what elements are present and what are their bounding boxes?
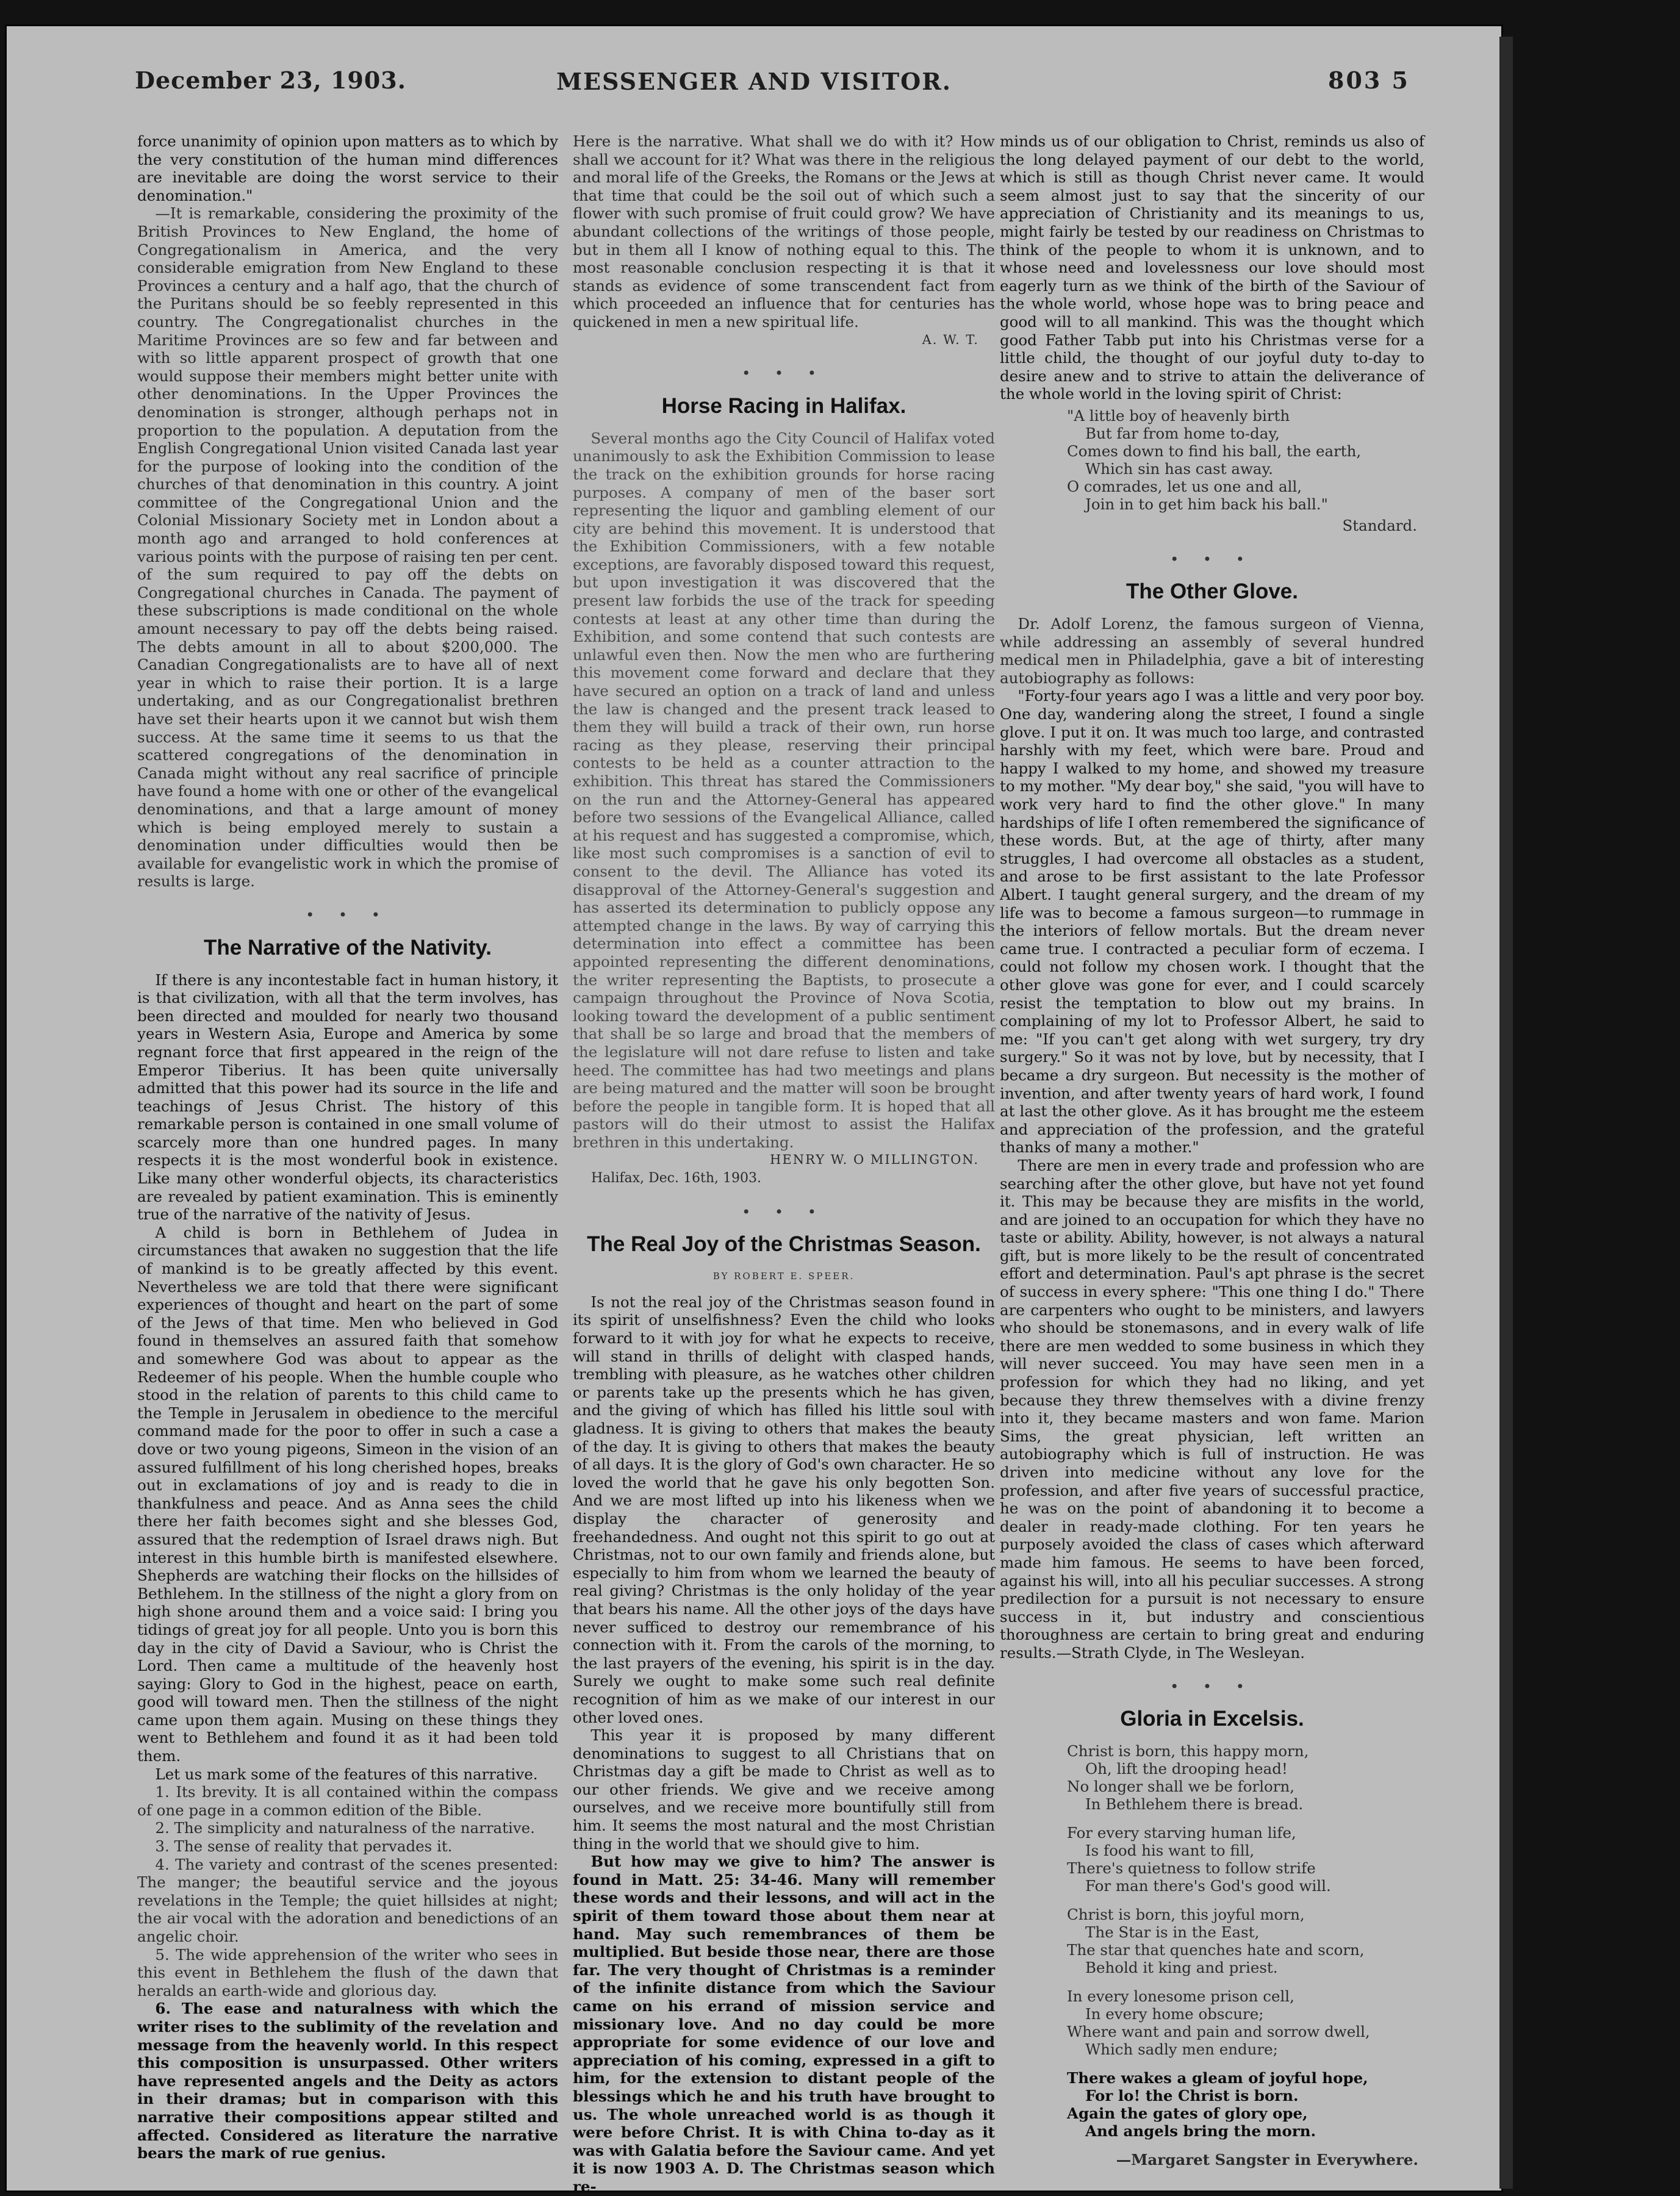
paragraph: There are men in every trade and profession who are searching after the other glove, but have not yet found it. This may be because they are misfits in the world, and are joined to an occupation for which they have no taste or ability. Ability, however, is not always a natural gift, but is more likely to be the result of concentrated effort and determination. Paul's apt phrase is the secret of success in every sphere: "This one thing I do." There are carpenters who ought to be ministers, and lawyers who should be stonemasons, and in every walk of life there are men wedded to some business in which they will never succeed. You may have seen men in a profession for which they had no liking, and yet because they threw themselves with a divine frenzy into it, they became masters and won fame. Marion Sims, the great physician, left written an autobiography which is full of instruction. He was driven into medicine without any love for the profession, and after five years of successful practice, he was on the point of abandoning it to become a dealer in ready-made clothing. For ten years he purposely avoided the class of cases which afterward made him famous. He seems to have been forced, against his will, into all his peculiar successes. A strong predilection for a pursuit is not necessary to ensure success in it, but industry and conscientious thoroughness are certain to bring great and enduring results.—Strath Clyde, in The Wesleyan. [1000,1156,1424,1662]
poem-line: For lo! the Christ is born. [1085,2087,1299,2105]
poem-line: Behold it king and priest. [1085,1959,1278,1977]
column-right [1000,132,1424,2169]
newspaper-page [5,24,1503,2195]
verse-quote [1067,407,1424,513]
poem-line: No longer shall we be forlorn, [1067,1778,1295,1796]
article-heading-other-glove: The Other Glove. [1126,580,1298,604]
poem-line: In Bethlehem there is bread. [1085,1795,1304,1814]
section-divider-stars: • • • [306,906,390,924]
author-initials: A. W. T. [922,332,979,347]
poem-line: Which sadly men endure; [1085,2040,1278,2059]
verse-line: But far from home to-day, [1085,424,1280,442]
poem-line: The Star is in the East, [1085,1923,1260,1942]
paragraph: Dr. Adolf Lorenz, the famous surgeon of Vienna, while addressing an assembly of several hundred medical men in Philadelphia, gave a bit of interesting autobiography as follows: [1000,615,1424,687]
poem-line: The star that quenches hate and scorn, [1067,1941,1365,1959]
editorial-congregationalism: —It is remarkable, considering the proximity of the British Provinces to New England, the home of Congregationalism in America, and the very considerable emigration from New England to these Provinces a century and a half ago, that the church of the Puritans should be so feebly represented in this country. The Congregationalist churches in the Maritime Provinces are so few and far between and with so little apparent prospect of growth that one would suppose their members might better unite with other denominations. In the Upper Provinces the denomination is stronger, although perhaps not in proportion to the population. A deputation from the English Congregational Union visited Canada last year for the purpose of looking into the condition of the churches of that denomination in this country. A joint committee of the Congregational Union and the Colonial Missionary Society met in London about a month ago and arranged to hold conferences at various points with the purpose of raising ten per cent. of the sum required to pay off the debts on Congregational churches in Canada. The payment of these subscriptions is made conditional on the whole amount necessary to pay off the debts being raised. The debts amount in all to about $200,000. The Canadian Congregationalists are to have all of next year in which to raise their portion. It is a large undertaking, and as our Congregationalist brethren have set their hearts upon it we cannot but wish them success. At the same time it seems to us that the scattered congregations of the denomination in Canada might without any real sacrifice of principle have found a home with one or other of the evangelical denominations, and that a large amount of money which is being employed merely to sustain a denomination under difficulties would then be available for evangelistic work in which the promise of results is large. [137,204,558,891]
section-divider-stars: • • • [1170,1678,1254,1695]
paragraph: A child is born in Bethlehem of Judea in circumstances that awaken no suggestion that the life of mankind is to be greatly affected by this event. Nevertheless we are told that there were significant experiences of thought and heart on the part of some of the Jews of that time. Men who believed in God found in themselves an assured faith that somehow and somewhere God was about to appear as the Redeemer of his people. When the humble couple who stood in the relation of parents to this child came to the Temple in Jerusalem in obedience to the merciful command made for the poor to offer in such a case a dove or two young pigeons, Simeon in the vision of an assured fulfillment of his long cherished hopes, breaks out in exclamations of joy and is ready to die in thankfulness and peace. And as Anna sees the child there her faith becomes sight and she blesses God, assured that the redemption of Israel draws nigh. But interest in this humble birth is manifested elsewhere. Shepherds are watching their flocks on the hillsides of Bethlehem. In the stillness of the night a glory from on high shone around them and a voice said: I bring you tidings of great joy for all people. Unto you is born this day in the city of David a Saviour, who is Christ the Lord. Then came a multitude of the heavenly host saying: Glory to God in the highest, peace on earth, good will toward men. Then the stillness of the night came upon them again. Musing on these things they went to Bethlehem and found it as it had been told them. [137,1223,558,1765]
list-item: 2. The simplicity and naturalness of the narrative. [155,1819,535,1837]
paragraph: If there is any incontestable fact in human history, it is that civilization, with all that the term involves, has been directed and moulded for nearly two thousand years in Western Asia, Europe and America by some regnant force that first appeared in the reign of the Emperor Tiberius. It has been quite universally admitted that this power had its source in the life and teachings of Jesus Christ. The history of this remarkable person is contained in one small volume of scarcely more than one hundred pages. In many respects it is the most wonderful book in existence. Like many other wonderful objects, its characteristics are revealed by patient examination. This is eminently true of the narrative of the nativity of Jesus. [137,971,558,1224]
verse-line: "A little boy of heavenly birth [1067,406,1290,425]
byline: BY ROBERT E. SPEER. [713,1271,855,1282]
poem-line: For every starving human life, [1067,1824,1296,1842]
poem-heading-gloria: Gloria in Excelsis. [1120,1707,1304,1731]
poem-body [1067,1742,1424,2140]
masthead-page-number: 803 5 [1328,66,1410,94]
poem-line: Christ is born, this joyful morn, [1067,1906,1305,1924]
masthead-title: MESSENGER AND VISITOR. [556,68,952,95]
verse-line: O comrades, let us one and all, [1067,477,1302,495]
paragraph-continuation: Here is the narrative. What shall we do with it? How shall we account for it? What was there in the religious and moral life of the Greeks, the Romans or the Jews at that time that could be the soil out of which such a flower with such promise of fruit could grow? We have abundant collections of the writings of those people, but in them all I know of nothing equal to this. The most reasonable conclusion respecting it is that it stands as evidence of some transcendent fact from which proceeded an influence that for centuries has quickened in men a new spiritual life. [573,132,995,331]
list-item: 5. The wide apprehension of the writer who sees in this event in Bethlehem the flush of the dawn that heralds an earth-wide and glorious day. [137,1945,558,2000]
paragraph: Is not the real joy of the Christmas season found in its spirit of unselfishness? Even the child who looks forward to it with joy for what he expects to receive, will stand in thrills of delight with clasped hands, trembling with pleasure, as he watches other children or parents take up the presents which he has given, and the giving of which has filled his little soul with gladness. It is giving to others that makes the beauty of the day. It is giving to others that makes the beauty of all days. It is the glory of God's own character. He so loved the world that he gave his only begotten Son. And we are most lifted up into his likeness when we display the character of generosity and freehandedness. And ought not this spirit to go out at Christmas, not to our own family and friends alone, but especially to him from whom we learned the beauty of real giving? Christmas is the only holiday of the year that bears his name. All the other joys of the days have never sufficed to destroy our remembrance of his connection with it. From the carols of the morning, to the last prayers of the evening, his spirit is in the day. Surely we ought to make some such real definite recognition of him as we make of our interest in our other loved ones. [573,1293,995,1726]
paragraph-continuation: minds us of our obligation to Christ, reminds us also of the long delayed payment of our debt to the world, which is still as though Christ never came. It would seem almost just to say that the sincerity of our appreciation of Christianity and its meanings to us, might fairly be tested by our readiness on Christmas to think of the people to whom it is unknown, and to whose need and lovelessness our love should most eagerly turn as we think of the birth of the Saviour of the whole world, whose hope was to bring peace and good will to all mankind. This was the thought which good Father Tabb put into his Christmas verse for a little child, the thought of our joyful duty to-day to desire anew and to strive to attain the deliverance of the whole world in the loving spirit of Christ: [1000,132,1424,403]
paragraph-continuation: force unanimity of opinion upon matters as to which by the very constitution of the human mind differences are inevitable are doing the worst service to their denomination." [137,132,558,204]
poem-stanza [1067,1742,1424,1813]
page-edge-shadow [1499,37,1513,2189]
poem-line: In every lonesome prison cell, [1067,1987,1294,2006]
poem-line: Where want and pain and sorrow dwell, [1067,2023,1370,2041]
section-divider-stars: • • • [742,1203,826,1221]
paragraph: Several months ago the City Council of Halifax voted unanimously to ask the Exhibition Commission to lease the track on the exhibition grounds for horse racing purposes. A company of men of the baser sort representing the liquor and gambling element of our city are behind this movement. It is understood that the Exhibition Commissioners, with a few notable exceptions, are favorably disposed toward this request, but upon investigation it was discovered that the present law forbids the use of the track for speeding contests at least at any other time than during the Exhibition, and some contend that such contests are unlawful even then. Now the men who are furthering this movement come forward and declare that they have secured an option on a track of land and unless the law is changed and the present track leased to them they will build a track of their own, run horse racing as they please, reserving their principal contests to be held as a counter attraction to the exhibition. This threat has stared the Commissioners on the run and the Attorney-General has appeared before two sessions of the Evangelical Alliance, called at his request and has suggested a compromise, which, like most such compromises is a sanction of evil to consent to the devil. The Alliance has voted its disapproval of the Attorney-General's suggestion and has asserted its determination to publicly oppose any attempted change in the laws. By way of carrying this determination into effect a committee has been appointed representing the different denominations, the writer representing the Baptists, to prosecute a campaign throughout the Province of Nova Scotia, looking toward the development of a public sentiment that shall be so large and broad that the members of the legislature will not dare refuse to listen and take heed. The committee has had two meetings and plans are being matured and the matter will soon be brought before the people in tangible form. It is hoped that all pastors will do their utmost to assist the Halifax brethren in this undertaking. [573,429,995,1151]
poem-stanza [1067,1824,1424,1895]
poem-line: And angels bring the morn. [1085,2122,1316,2140]
author-signature: HENRY W. O MILLINGTON. [770,1152,979,1168]
poem-line: Is food his want to fill, [1085,1842,1255,1860]
masthead-date: December 23, 1903. [135,66,406,94]
paragraph: Let us mark some of the features of this narrative. [155,1765,538,1783]
paragraph: "Forty-four years ago I was a little and very poor boy. One day, wandering along the street, I found a single glove. I put it on. It was much too large, and contrasted harshly with my feet, which were bare. Proud and happy I walked to my home, and showed my treasure to my mother. "My dear boy," she said, "you will have to work very hard to find the other glove." In many hardships of life I often remembered the significance of these words. But, at the age of thirty, after many struggles, I had overcome all obstacles as a student, and arose to be first assistant to the late Professor Albert. I taught general surgery, and the dream of my life was to become a famous surgeon—to rummage in the interiors of fellow mortals. But the dream never came true. I contracted a peculiar form of eczema. I could not follow my chosen work. I thought that the other glove was gone for ever, and I could scarcely resist the temptation to blow out my brains. In complaining of my lot to Professor Albert, he said to me: "If you can't get along with wet surgery, try dry surgery." So it was not by love, but by necessity, that I became a dry surgeon. But necessity is the mother of invention, and after twenty years of hard work, I found at last the other glove. As it has brought me the esteem and appreciation of the profession, and the grateful thanks of many a mother." [1000,687,1424,1157]
poem-credit: —Margaret Sangster in Everywhere. [1116,2151,1418,2169]
list-item: 1. Its brevity. It is all contained within the compass of one page in a common edition of the Bible. [137,1783,558,1819]
article-heading-christmas-joy: The Real Joy of the Christmas Season. [587,1232,981,1257]
article-heading-horse-racing: Horse Racing in Halifax. [661,393,906,418]
poem-line: There wakes a gleam of joyful hope, [1067,2069,1368,2087]
verse-line: Join in to get him back his ball." [1085,495,1328,513]
features-list [137,1783,558,2162]
column-middle [573,132,995,2195]
poem-line: For man there's God's good will. [1085,1877,1331,1895]
dateline: Halifax, Dec. 16th, 1903. [591,1171,761,1186]
list-item: 4. The variety and contrast of the scenes presented: The manger; the beautiful service and the joyous revelations in the Temple; the quiet hillsides at night; the air vocal with the adoration and benedictions of an angelic choir. [137,1855,558,1945]
poem-stanza [1067,1987,1424,2058]
section-divider-stars: • • • [1170,550,1254,568]
verse-line: Comes down to find his ball, the earth, [1067,442,1362,460]
list-item: 3. The sense of reality that pervades it. [155,1837,453,1856]
poem-line: Again the gates of glory ope, [1067,2104,1308,2123]
section-divider-stars: • • • [742,365,826,382]
paragraph: This year it is proposed by many different denominations to suggest to all Christians that on Christmas day a gift be made to Christ as well as to our other friends. We give and we receive among ourselves, and we receive more bountifully still from him. It seems the most natural and the most Christian thing in the world that we should give to him. [573,1726,995,1853]
poem-line: In every home obscure; [1085,2005,1264,2023]
poem-stanza [1067,1906,1424,1976]
poem-stanza [1067,2069,1424,2140]
column-left [137,132,558,2162]
poem-line: Christ is born, this happy morn, [1067,1742,1309,1760]
poem-line: Oh, lift the drooping head! [1085,1760,1288,1778]
verse-credit: Standard. [1342,516,1417,534]
poem-line: There's quietness to follow strife [1067,1859,1316,1878]
verse-line: Which sin has cast away. [1085,459,1273,478]
list-item: 6. The ease and naturalness with which the writer rises to the sublimity of the revelation and message from the heavenly world. In this respect this composition is unsurpassed. Other writers have represented angels and the Deity as actors in their dramas; but in comparison with this narrative their compositions appear stilted and affected. Considered as literature the narrative bears the mark of rue genius. [137,2000,558,2162]
article-heading-nativity: The Narrative of the Nativity. [204,935,492,960]
masthead [7,26,1501,118]
paragraph: But how may we give to him? The answer is found in Matt. 25: 34-46. Many will remember these words and their lessons, and will act in the spirit of them toward those about them near at hand. May such remembrances of them be multiplied. But beside those near, there are those far. The very thought of Christmas is a reminder of the infinite distance from which the Saviour came on his errand of mission service and missionary love. And no day could be more appropriate for some evidence of our love and appreciation of his coming, expressed in a gift to him, for the extension to distant people of the blessings which he and his truth have brought to us. The whole unreached world is as though it were before Christ. It is with China to-day as it was with Galatia before the Saviour came. And yet it is now 1903 A. D. The Christmas season which re- [573,1853,995,2195]
